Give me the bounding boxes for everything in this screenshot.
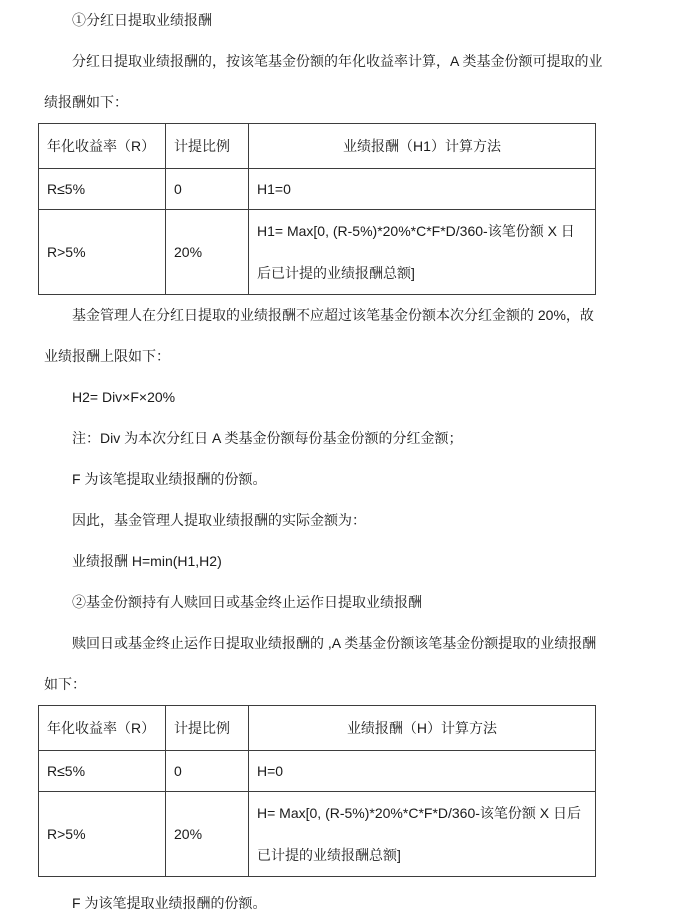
paragraph-line: 绩报酬如下： (44, 94, 128, 110)
formula-h-min-line: 业绩报酬 H=min(H1,H2) (72, 553, 222, 569)
table-cell-formula: H1= Max[0, (R-5%)*20%*C*F*D/360-该笔份额 X 日后已计提的业绩报酬总额] (249, 210, 596, 295)
table-cell-ratio: 0 (166, 751, 249, 792)
table-cell-ratio: 20% (166, 210, 249, 295)
table-cell-rate-condition: R≤5% (39, 169, 166, 210)
redemption-fee-table (38, 705, 596, 877)
table-cell-rate-condition: R>5% (39, 210, 166, 295)
table-cell-rate-condition: R>5% (39, 792, 166, 877)
table-row (39, 751, 596, 792)
table-header-accrual-ratio: 计提比例 (166, 124, 249, 169)
table-cell-rate-condition: R≤5% (39, 751, 166, 792)
paragraph-line: 基金管理人在分红日提取的业绩报酬不应超过该笔基金份额本次分红金额的 20%，故 (72, 307, 594, 323)
table-cell-formula: H= Max[0, (R-5%)*20%*C*F*D/360-该笔份额 X 日后已计提的业绩报酬总额] (249, 792, 596, 877)
paragraph-line: 分红日提取业绩报酬的，按该笔基金份额的年化收益率计算，A 类基金份额可提取的业 (72, 53, 603, 69)
table-row (39, 169, 596, 210)
note-f-line: F 为该笔提取业绩报酬的份额。 (72, 471, 267, 487)
table-header-accrual-ratio: 计提比例 (166, 706, 249, 751)
table-row (39, 792, 596, 877)
table-cell-formula: H=0 (249, 751, 596, 792)
paragraph-line: 因此，基金管理人提取业绩报酬的实际金额为： (72, 512, 366, 528)
table-cell-ratio: 0 (166, 169, 249, 210)
paragraph-line: 业绩报酬上限如下： (44, 348, 170, 364)
table-header-annualized-return: 年化收益率（R） (39, 706, 166, 751)
note-div-line: 注：Div 为本次分红日 A 类基金份额每份基金份额的分红金额； (72, 430, 463, 446)
table-header-calc-method: 业绩报酬（H）计算方法 (249, 706, 596, 751)
table-header-row (39, 124, 596, 169)
formula-h2-line: H2= Div×F×20% (72, 389, 176, 405)
paragraph-line: 如下： (44, 676, 86, 692)
table-row (39, 210, 596, 295)
paragraph-line: 赎回日或基金终止运作日提取业绩报酬的 ,A 类基金份额该笔基金份额提取的业绩报酬 (72, 635, 597, 651)
dividend-fee-table (38, 123, 596, 295)
note-f-line: F 为该笔提取业绩报酬的份额。 (72, 895, 267, 911)
table-header-annualized-return: 年化收益率（R） (39, 124, 166, 169)
section2-heading: ②基金份额持有人赎回日或基金终止运作日提取业绩报酬 (72, 594, 422, 610)
table-header-calc-method: 业绩报酬（H1）计算方法 (249, 124, 596, 169)
section1-heading: ①分红日提取业绩报酬 (72, 12, 212, 28)
table-cell-formula: H1=0 (249, 169, 596, 210)
table-header-row (39, 706, 596, 751)
table-cell-ratio: 20% (166, 792, 249, 877)
